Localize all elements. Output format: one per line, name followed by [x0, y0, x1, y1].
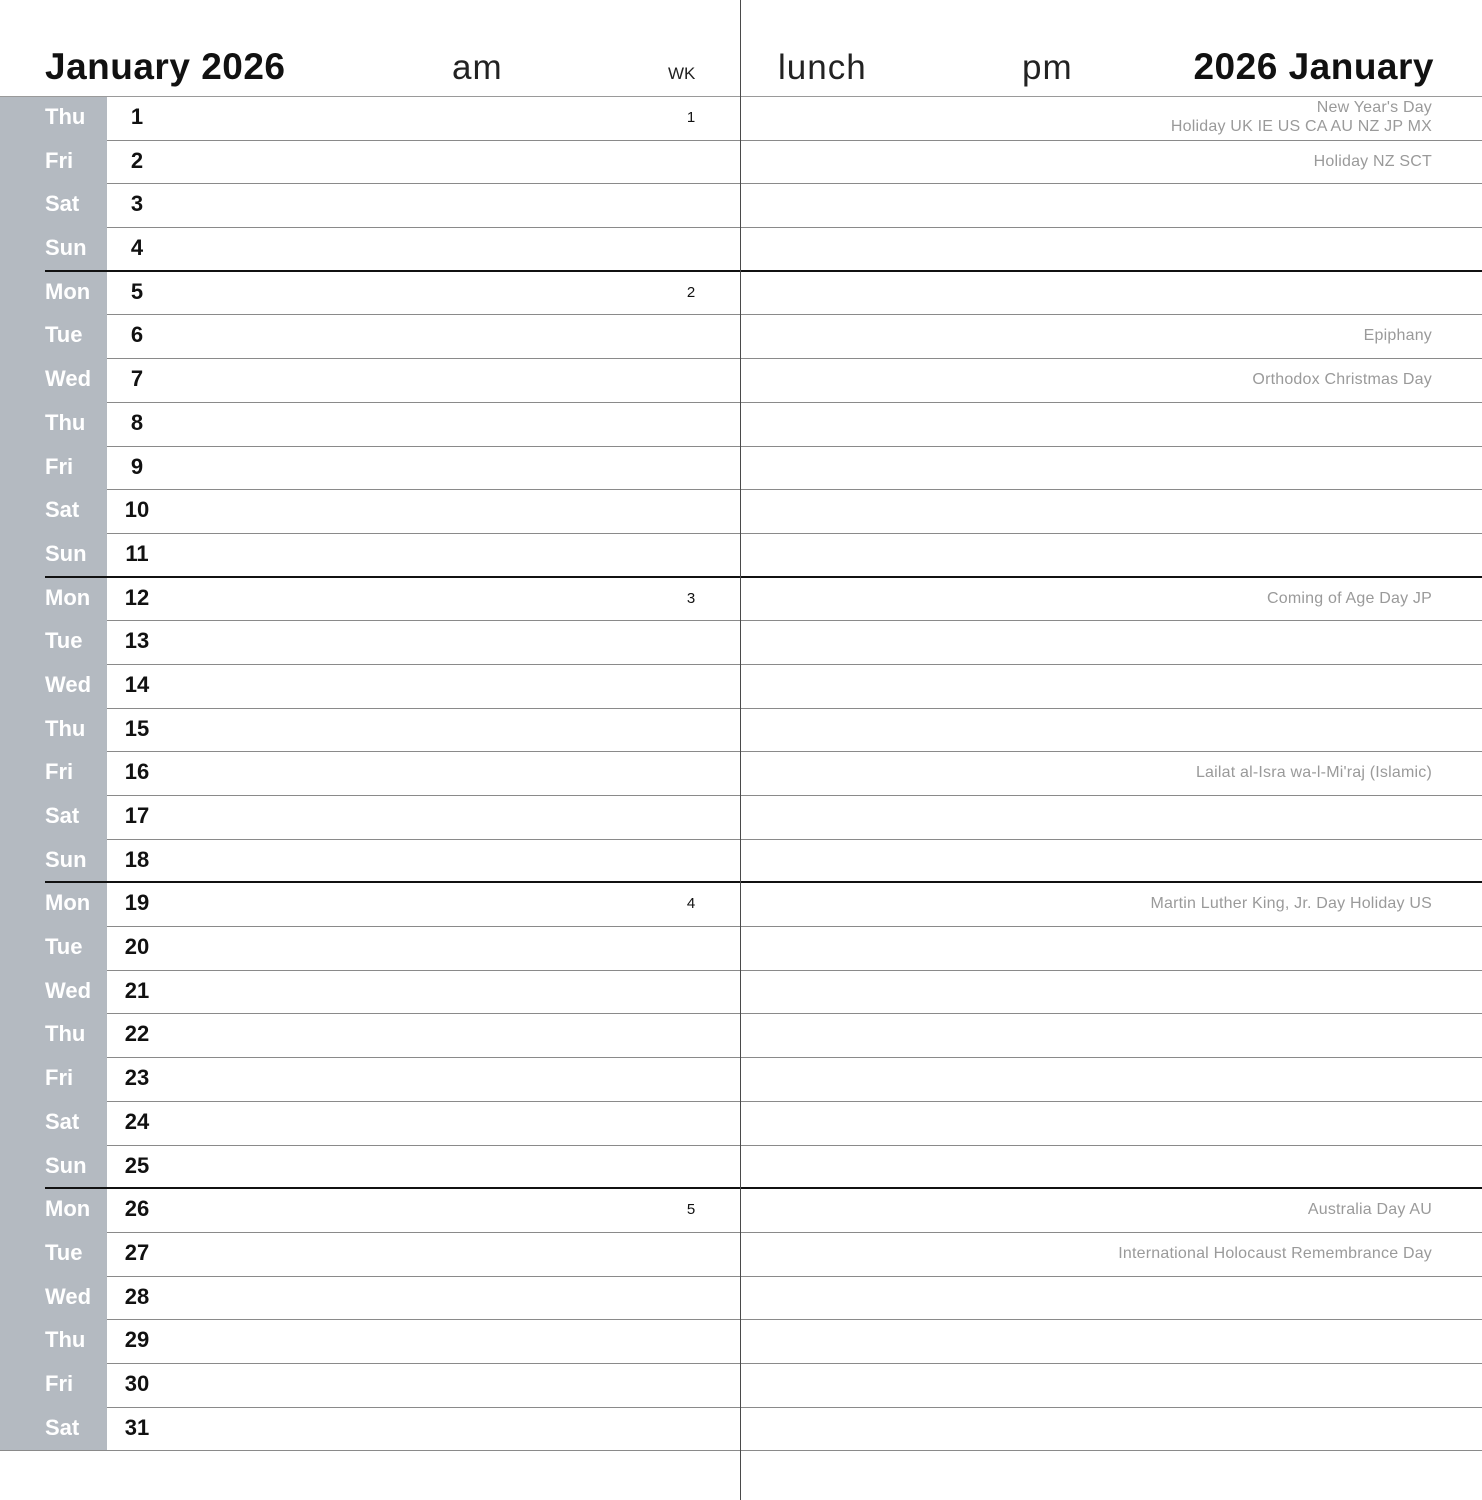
day-number: 22: [124, 1021, 150, 1047]
day-row[interactable]: [0, 1233, 1482, 1277]
day-row[interactable]: [0, 796, 1482, 840]
weekday-label: Mon: [45, 278, 91, 304]
day-rows: [0, 97, 1482, 1451]
day-row[interactable]: [0, 141, 1482, 185]
holiday-note: Martin Luther King, Jr. Day Holiday US: [1150, 895, 1432, 913]
week-number: 3: [686, 589, 696, 607]
center-divider: [740, 0, 741, 1500]
day-row[interactable]: [0, 709, 1482, 753]
day-number: 21: [124, 977, 150, 1003]
day-row[interactable]: [0, 315, 1482, 359]
holiday-note: Coming of Age Day JP: [1267, 589, 1432, 607]
weekday-label: Sat: [45, 191, 80, 217]
am-column-heading: am: [452, 48, 503, 87]
day-number: 20: [124, 934, 150, 960]
day-row[interactable]: [0, 840, 1482, 884]
day-number: 25: [124, 1152, 150, 1178]
day-number: 12: [124, 584, 150, 610]
weekday-label: Wed: [45, 671, 92, 697]
holiday-notes: [1267, 589, 1432, 608]
weekday-label: Sat: [45, 497, 80, 523]
weekday-label: Fri: [45, 1065, 74, 1091]
day-row[interactable]: [0, 447, 1482, 491]
day-number: 5: [130, 278, 144, 304]
day-number: 28: [124, 1283, 150, 1309]
holiday-notes: [1151, 894, 1433, 913]
lunch-column-heading: lunch: [778, 48, 867, 87]
weekday-label: Wed: [45, 1283, 92, 1309]
day-row[interactable]: [0, 927, 1482, 971]
day-number: 24: [124, 1108, 150, 1134]
week-number: 2: [686, 283, 696, 301]
day-number: 16: [124, 759, 150, 785]
weekday-label: Sun: [45, 540, 87, 566]
weekday-label: Sun: [45, 846, 87, 872]
day-row[interactable]: [0, 490, 1482, 534]
holiday-note: New Year's Day: [1316, 99, 1432, 116]
weekday-label: Sat: [45, 1108, 80, 1134]
weekday-label: Tue: [45, 322, 83, 348]
pm-column-heading: pm: [1022, 48, 1073, 87]
page-header: [0, 0, 1482, 96]
day-number: 17: [124, 803, 150, 828]
day-row[interactable]: [0, 883, 1482, 927]
day-row[interactable]: [0, 1320, 1482, 1364]
month-title-right: 2026 January: [1193, 46, 1434, 87]
day-number: 10: [124, 497, 150, 523]
day-number: 7: [130, 366, 144, 392]
day-number: 23: [124, 1065, 150, 1091]
day-number: 18: [124, 846, 150, 872]
day-row[interactable]: [0, 359, 1482, 403]
weekday-label: Mon: [45, 1196, 91, 1222]
row-divider: [0, 1450, 1482, 1451]
weekday-label: Thu: [45, 715, 86, 741]
weekday-label: Thu: [45, 104, 86, 129]
holiday-note: Orthodox Christmas Day: [1252, 371, 1432, 389]
day-row[interactable]: [0, 1102, 1482, 1146]
day-row[interactable]: [0, 665, 1482, 709]
weekday-label: Sat: [45, 803, 80, 828]
day-row[interactable]: [0, 1408, 1482, 1452]
day-row[interactable]: [0, 621, 1482, 665]
day-row[interactable]: [0, 272, 1482, 316]
day-row[interactable]: [0, 97, 1482, 141]
holiday-note: Lailat al-Isra wa-l-Mi'raj (Islamic): [1195, 764, 1432, 782]
day-number: 13: [124, 628, 150, 654]
holiday-notes: [1364, 326, 1432, 345]
holiday-note: Australia Day AU: [1307, 1201, 1432, 1219]
day-number: 31: [124, 1414, 150, 1440]
day-row[interactable]: [0, 1277, 1482, 1321]
holiday-note: Holiday NZ SCT: [1313, 152, 1432, 170]
day-row[interactable]: [0, 1058, 1482, 1102]
day-number: 4: [130, 235, 144, 261]
day-row[interactable]: [0, 403, 1482, 447]
day-number: 3: [130, 191, 144, 217]
day-number: 29: [124, 1327, 150, 1353]
weekday-label: Wed: [45, 366, 92, 392]
day-number: 19: [124, 890, 150, 916]
holiday-note: Epiphany: [1363, 327, 1432, 345]
holiday-notes: [1118, 1244, 1432, 1263]
month-title-left: January 2026: [45, 46, 286, 87]
holiday-notes: [1314, 152, 1432, 171]
weekday-label: Tue: [45, 934, 83, 960]
day-number: 26: [124, 1196, 150, 1222]
day-number: 2: [130, 147, 144, 173]
day-row[interactable]: [0, 184, 1482, 228]
day-row[interactable]: [0, 228, 1482, 272]
holiday-notes: [1308, 1200, 1432, 1219]
weekday-label: Fri: [45, 1370, 74, 1396]
weekday-label: Wed: [45, 977, 92, 1003]
day-number: 6: [130, 322, 144, 348]
day-row[interactable]: [0, 1364, 1482, 1408]
week-number: 1: [686, 109, 696, 126]
weekday-label: Fri: [45, 147, 74, 173]
weekday-label: Tue: [45, 1239, 83, 1265]
weekday-label: Mon: [45, 890, 91, 916]
weekday-label: Thu: [45, 409, 86, 435]
holiday-notes: [1196, 763, 1432, 782]
holiday-note: International Holocaust Remembrance Day: [1118, 1244, 1432, 1262]
day-number: 9: [130, 453, 144, 479]
week-column-heading: WK: [668, 64, 696, 83]
week-number: 5: [686, 1201, 696, 1219]
weekday-label: Thu: [45, 1327, 86, 1353]
day-number: 8: [130, 409, 144, 435]
day-row[interactable]: [0, 1146, 1482, 1190]
weekday-label: Mon: [45, 584, 91, 610]
weekday-label: Thu: [45, 1021, 86, 1047]
day-row[interactable]: [0, 578, 1482, 622]
day-row[interactable]: [0, 752, 1482, 796]
day-number: 1: [130, 104, 144, 129]
day-row[interactable]: [0, 1189, 1482, 1233]
weekday-label: Sun: [45, 235, 87, 261]
day-row[interactable]: [0, 534, 1482, 578]
day-number: 15: [124, 715, 150, 741]
weekday-label: Fri: [45, 759, 74, 785]
day-number: 27: [124, 1239, 150, 1265]
weekday-label: Fri: [45, 453, 74, 479]
day-number: 30: [124, 1370, 150, 1396]
day-number: 14: [124, 671, 150, 697]
weekday-label: Sat: [45, 1414, 80, 1440]
week-number: 4: [686, 895, 696, 913]
weekday-label: Sun: [45, 1152, 87, 1178]
weekday-label: Tue: [45, 628, 83, 654]
day-number: 11: [125, 540, 149, 566]
holiday-notes: [1252, 370, 1432, 389]
day-row[interactable]: [0, 971, 1482, 1015]
day-row[interactable]: [0, 1014, 1482, 1058]
holiday-notes: [1171, 98, 1432, 136]
holiday-note: Holiday UK IE US CA AU NZ JP MX: [1170, 118, 1432, 135]
